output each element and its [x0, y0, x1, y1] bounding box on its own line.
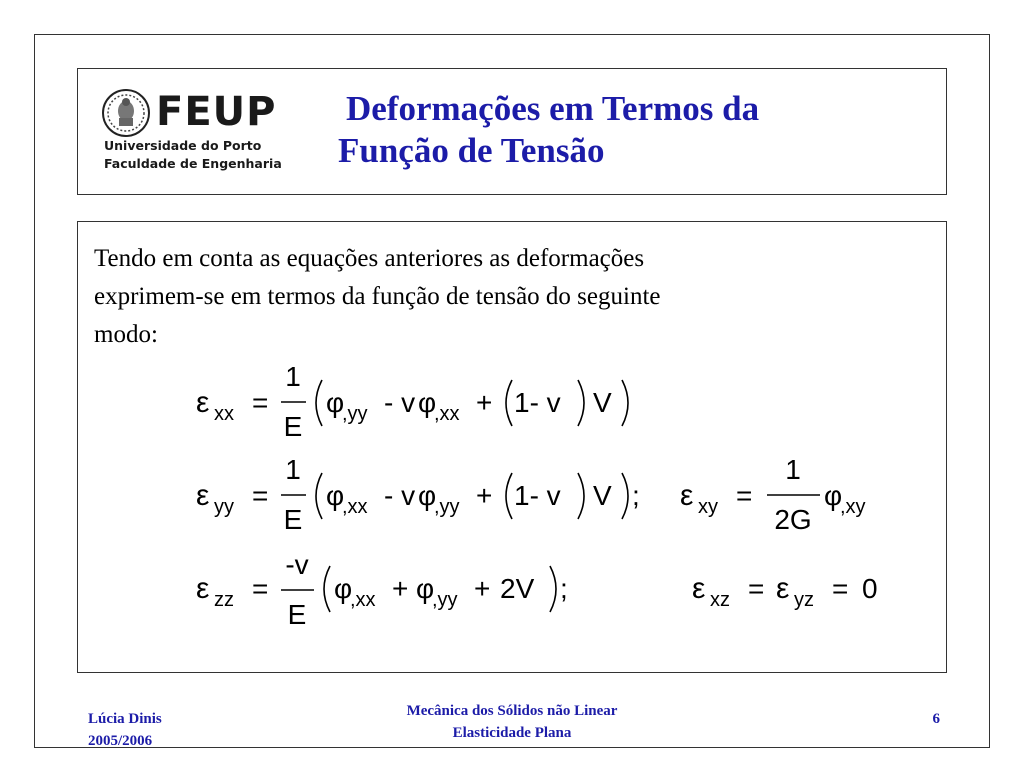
inner-left-paren [506, 473, 512, 519]
two-V-term: 2V [500, 573, 535, 604]
left-paren [316, 380, 322, 426]
equals-sign: = [252, 573, 269, 604]
eps-subscript: xy [698, 496, 718, 518]
V-term: V [593, 387, 612, 418]
eps-subscript: xx [214, 403, 234, 425]
minus-v: - v [384, 480, 416, 511]
inner-right-paren [578, 473, 584, 519]
phi-b: φ [418, 387, 437, 418]
phi-a: φ [334, 573, 353, 604]
fraction-numerator: 1 [285, 454, 301, 485]
phi-b: φ [418, 480, 437, 511]
right-paren [622, 380, 628, 426]
zero-value: 0 [862, 573, 878, 604]
one-minus-v: 1- v [514, 387, 561, 418]
equation-eps-zz [196, 549, 568, 630]
left-paren [316, 473, 322, 519]
title-line-2: Função de Tensão [338, 131, 605, 170]
footer-year: 2005/2006 [88, 733, 153, 749]
logo-brand: FEUP [156, 89, 277, 135]
inner-right-paren [578, 380, 584, 426]
V-term: V [593, 480, 612, 511]
footer-course: Mecânica dos Sólidos não Linear [406, 703, 618, 719]
plus-sign: + [476, 480, 493, 511]
footer-author-block [88, 708, 162, 752]
footer-author: Lúcia Dinis [88, 711, 162, 727]
eps-symbol: ε [196, 572, 210, 605]
semicolon: ; [560, 573, 568, 604]
fraction-denominator: E [287, 599, 307, 630]
plus-sign: + [476, 387, 493, 418]
eps-xz-symbol: ε [692, 572, 706, 605]
phi-a: φ [326, 387, 345, 418]
inner-left-paren [506, 380, 512, 426]
semicolon: ; [632, 480, 640, 511]
footer-course-block [312, 700, 712, 744]
title-line-1: Deformações em Termos da [346, 89, 760, 128]
plus-sign-1: + [392, 573, 409, 604]
equals-sign-2: = [832, 573, 849, 604]
phi: φ [824, 480, 843, 511]
fraction-denominator: E [283, 504, 303, 535]
footer-topic: Elasticidade Plana [452, 725, 572, 741]
eps-yz-subscript: yz [794, 589, 814, 611]
phi-b-subscript: ,xx [434, 403, 460, 425]
eps-xz-subscript: xz [710, 589, 730, 611]
equation-eps-xy [680, 454, 866, 535]
phi-b: φ [416, 573, 435, 604]
logo-line-faculty: Faculdade de Engenharia [104, 156, 282, 171]
equation-eps-yy [196, 454, 640, 535]
right-paren [622, 473, 628, 519]
phi-b-subscript: ,yy [432, 589, 458, 611]
eps-subscript: yy [214, 496, 234, 518]
equals-sign: = [736, 480, 753, 511]
eps-symbol: ε [680, 479, 694, 512]
equals-sign: = [252, 480, 269, 511]
equation-eps-xx [196, 361, 628, 442]
minus-v: - v [384, 387, 416, 418]
fraction-denominator: E [283, 411, 303, 442]
right-paren [550, 566, 556, 612]
fraction-numerator: 1 [785, 454, 801, 485]
phi-b-subscript: ,yy [434, 496, 460, 518]
equals-sign-1: = [748, 573, 765, 604]
phi-a-subscript: ,yy [342, 403, 368, 425]
phi-a: φ [326, 480, 345, 511]
phi-subscript: ,xy [840, 496, 866, 518]
equation-eps-xz-yz [692, 572, 878, 611]
phi-a-subscript: ,xx [342, 496, 368, 518]
left-paren [324, 566, 330, 612]
equals-sign: = [252, 387, 269, 418]
one-minus-v: 1- v [514, 480, 561, 511]
eps-yz-symbol: ε [776, 572, 790, 605]
phi-a-subscript: ,xx [350, 589, 376, 611]
logo-line-university: Universidade do Porto [104, 138, 262, 153]
eps-symbol: ε [196, 479, 210, 512]
intro-line-3: modo: [94, 321, 158, 348]
page-number: 6 [932, 711, 940, 727]
eps-subscript: zz [214, 589, 234, 611]
fraction-denominator: 2G [774, 504, 812, 535]
intro-line-2: exprimem-se em termos da função de tensão do seguinte [94, 283, 661, 310]
fraction-numerator: -v [285, 549, 309, 580]
intro-line-1: Tendo em conta as equações anteriores as deformações [94, 245, 645, 272]
plus-sign-2: + [474, 573, 491, 604]
eps-symbol: ε [196, 386, 210, 419]
fraction-numerator: 1 [285, 361, 301, 392]
